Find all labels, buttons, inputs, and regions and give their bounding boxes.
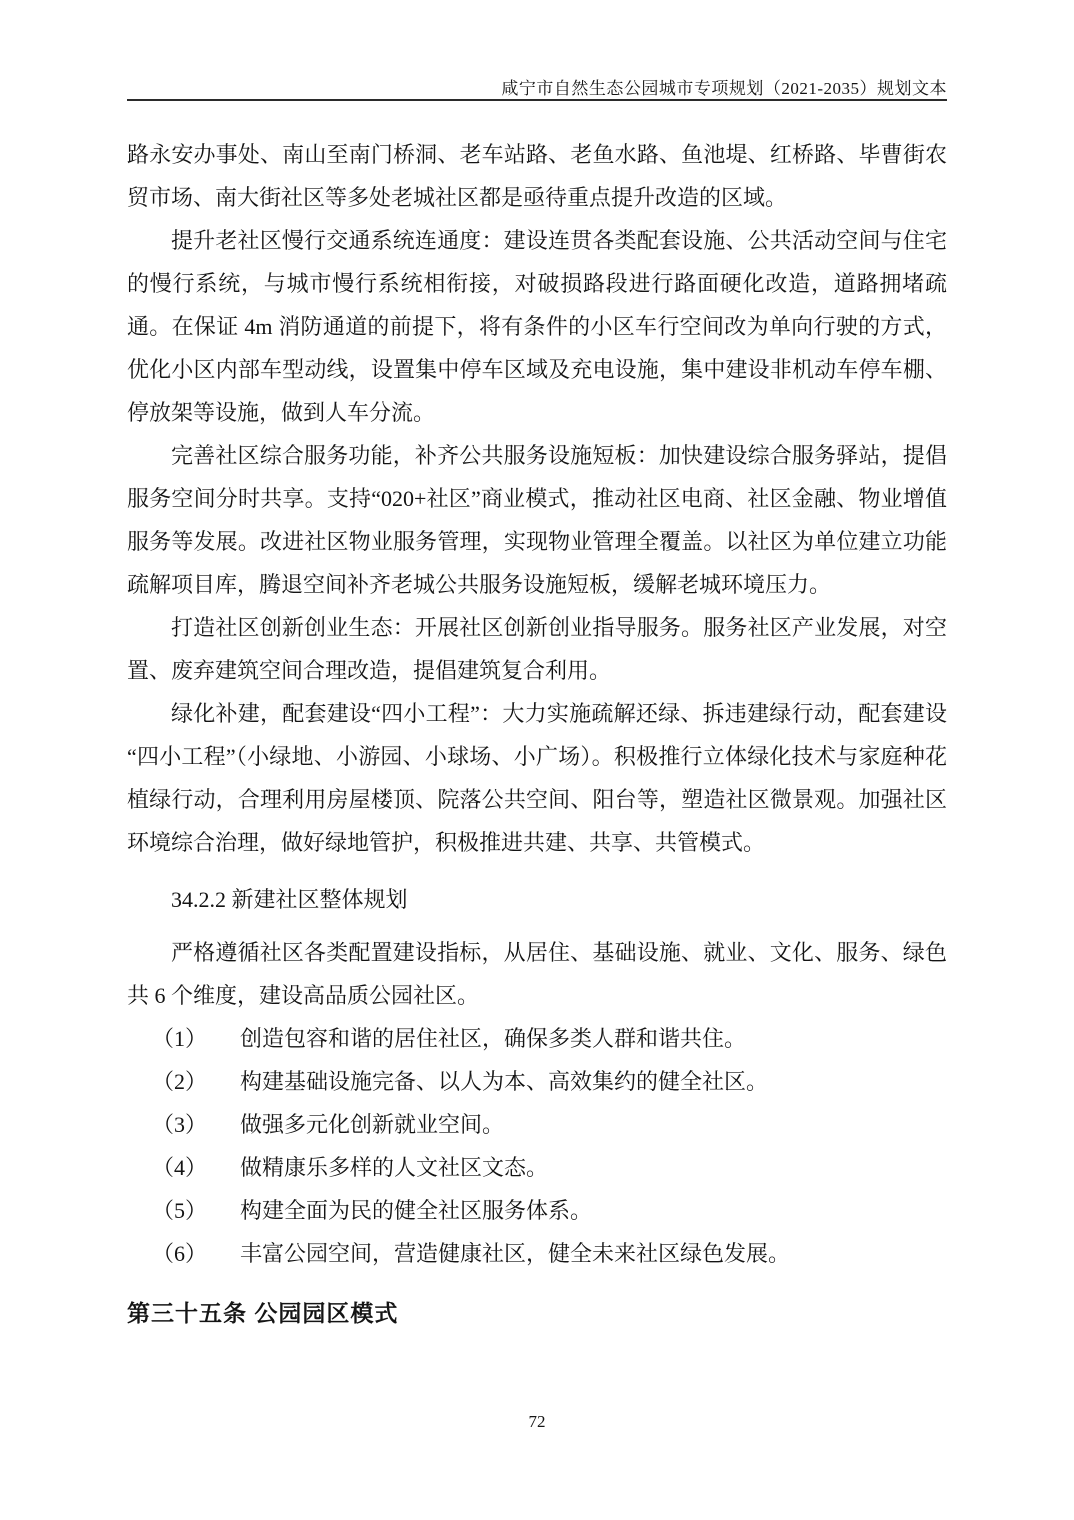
list-item-number: （2） xyxy=(152,1069,208,1094)
page-number: 72 xyxy=(528,1412,546,1431)
list-item-text: 丰富公园空间，营造健康社区，健全未来社区绿色发展。 xyxy=(240,1241,791,1266)
section-heading-34-2-2: 34.2.2 新建社区整体规划 xyxy=(171,887,408,912)
list-item xyxy=(127,1146,947,1189)
header-rule xyxy=(127,99,947,101)
list-item-number: （4） xyxy=(152,1155,208,1180)
list-item-number: （3） xyxy=(152,1112,208,1137)
list-item-number: （1） xyxy=(152,1026,208,1051)
body-paragraph: 打造社区创新创业生态：开展社区创新创业指导服务。服务社区产业发展，对空置、废弃建筑空间合理改造，提倡建筑复合利用。 xyxy=(127,615,947,683)
chapter-heading-article-35: 第三十五条 公园园区模式 xyxy=(127,1300,399,1326)
list-item xyxy=(127,1103,947,1146)
list-item-text: 做精康乐多样的人文社区文态。 xyxy=(240,1155,549,1180)
list-item-text: 创造包容和谐的居住社区，确保多类人群和谐共住。 xyxy=(240,1026,747,1051)
list-item-number: （5） xyxy=(152,1198,208,1223)
list-item xyxy=(127,1060,947,1103)
body-paragraph: 绿化补建，配套建设“四小工程”：大力实施疏解还绿、拆违建绿行动，配套建设“四小工程”（小绿地、小游园、小球场、小广场）。积极推行立体绿化技术与家庭种花植绿行动，合理利用房屋楼顶、院落公共空间、阳台等，塑造社区微景观。加强社区环境综合治理，做好绿地管护，积极推进共建、共享、共管模式。 xyxy=(127,701,947,855)
list-item-text: 构建全面为民的健全社区服务体系。 xyxy=(240,1198,593,1223)
list-item xyxy=(127,1189,947,1232)
page-header-title: 咸宁市自然生态公园城市专项规划（2021-2035）规划文本 xyxy=(501,79,947,98)
list-item-number: （6） xyxy=(152,1241,208,1266)
list-item xyxy=(127,1232,947,1275)
body-paragraph: 严格遵循社区各类配置建设指标，从居住、基础设施、就业、文化、服务、绿色共 6 个维度，建设高品质公园社区。 xyxy=(127,940,947,1008)
list-item-text: 构建基础设施完备、以人为本、高效集约的健全社区。 xyxy=(240,1069,769,1094)
body-paragraph: 路永安办事处、南山至南门桥洞、老车站路、老鱼水路、鱼池堤、红桥路、毕曹街农贸市场、南大街社区等多处老城社区都是亟待重点提升改造的区域。 xyxy=(127,142,947,210)
body-paragraph: 提升老社区慢行交通系统连通度：建设连贯各类配套设施、公共活动空间与住宅的慢行系统，与城市慢行系统相衔接，对破损路段进行路面硬化改造，道路拥堵疏通。在保证 4m 消防通道的前提下，将有条件的小区车行空间改为单向行驶的方式，优化小区内部车型动线，设置集中停车区域及充电设施，集中建设非机动车停车棚、停放架等设施，做到人车分流。 xyxy=(127,228,947,425)
list-item-text: 做强多元化创新就业空间。 xyxy=(240,1112,505,1137)
list-item xyxy=(127,1017,947,1060)
body-paragraph: 完善社区综合服务功能，补齐公共服务设施短板：加快建设综合服务驿站，提倡服务空间分时共享。支持“020+社区”商业模式，推动社区电商、社区金融、物业增值服务等发展。改进社区物业服务管理，实现物业管理全覆盖。以社区为单位建立功能疏解项目库，腾退空间补齐老城公共服务设施短板，缓解老城环境压力。 xyxy=(127,443,947,597)
document-body xyxy=(127,133,947,1335)
